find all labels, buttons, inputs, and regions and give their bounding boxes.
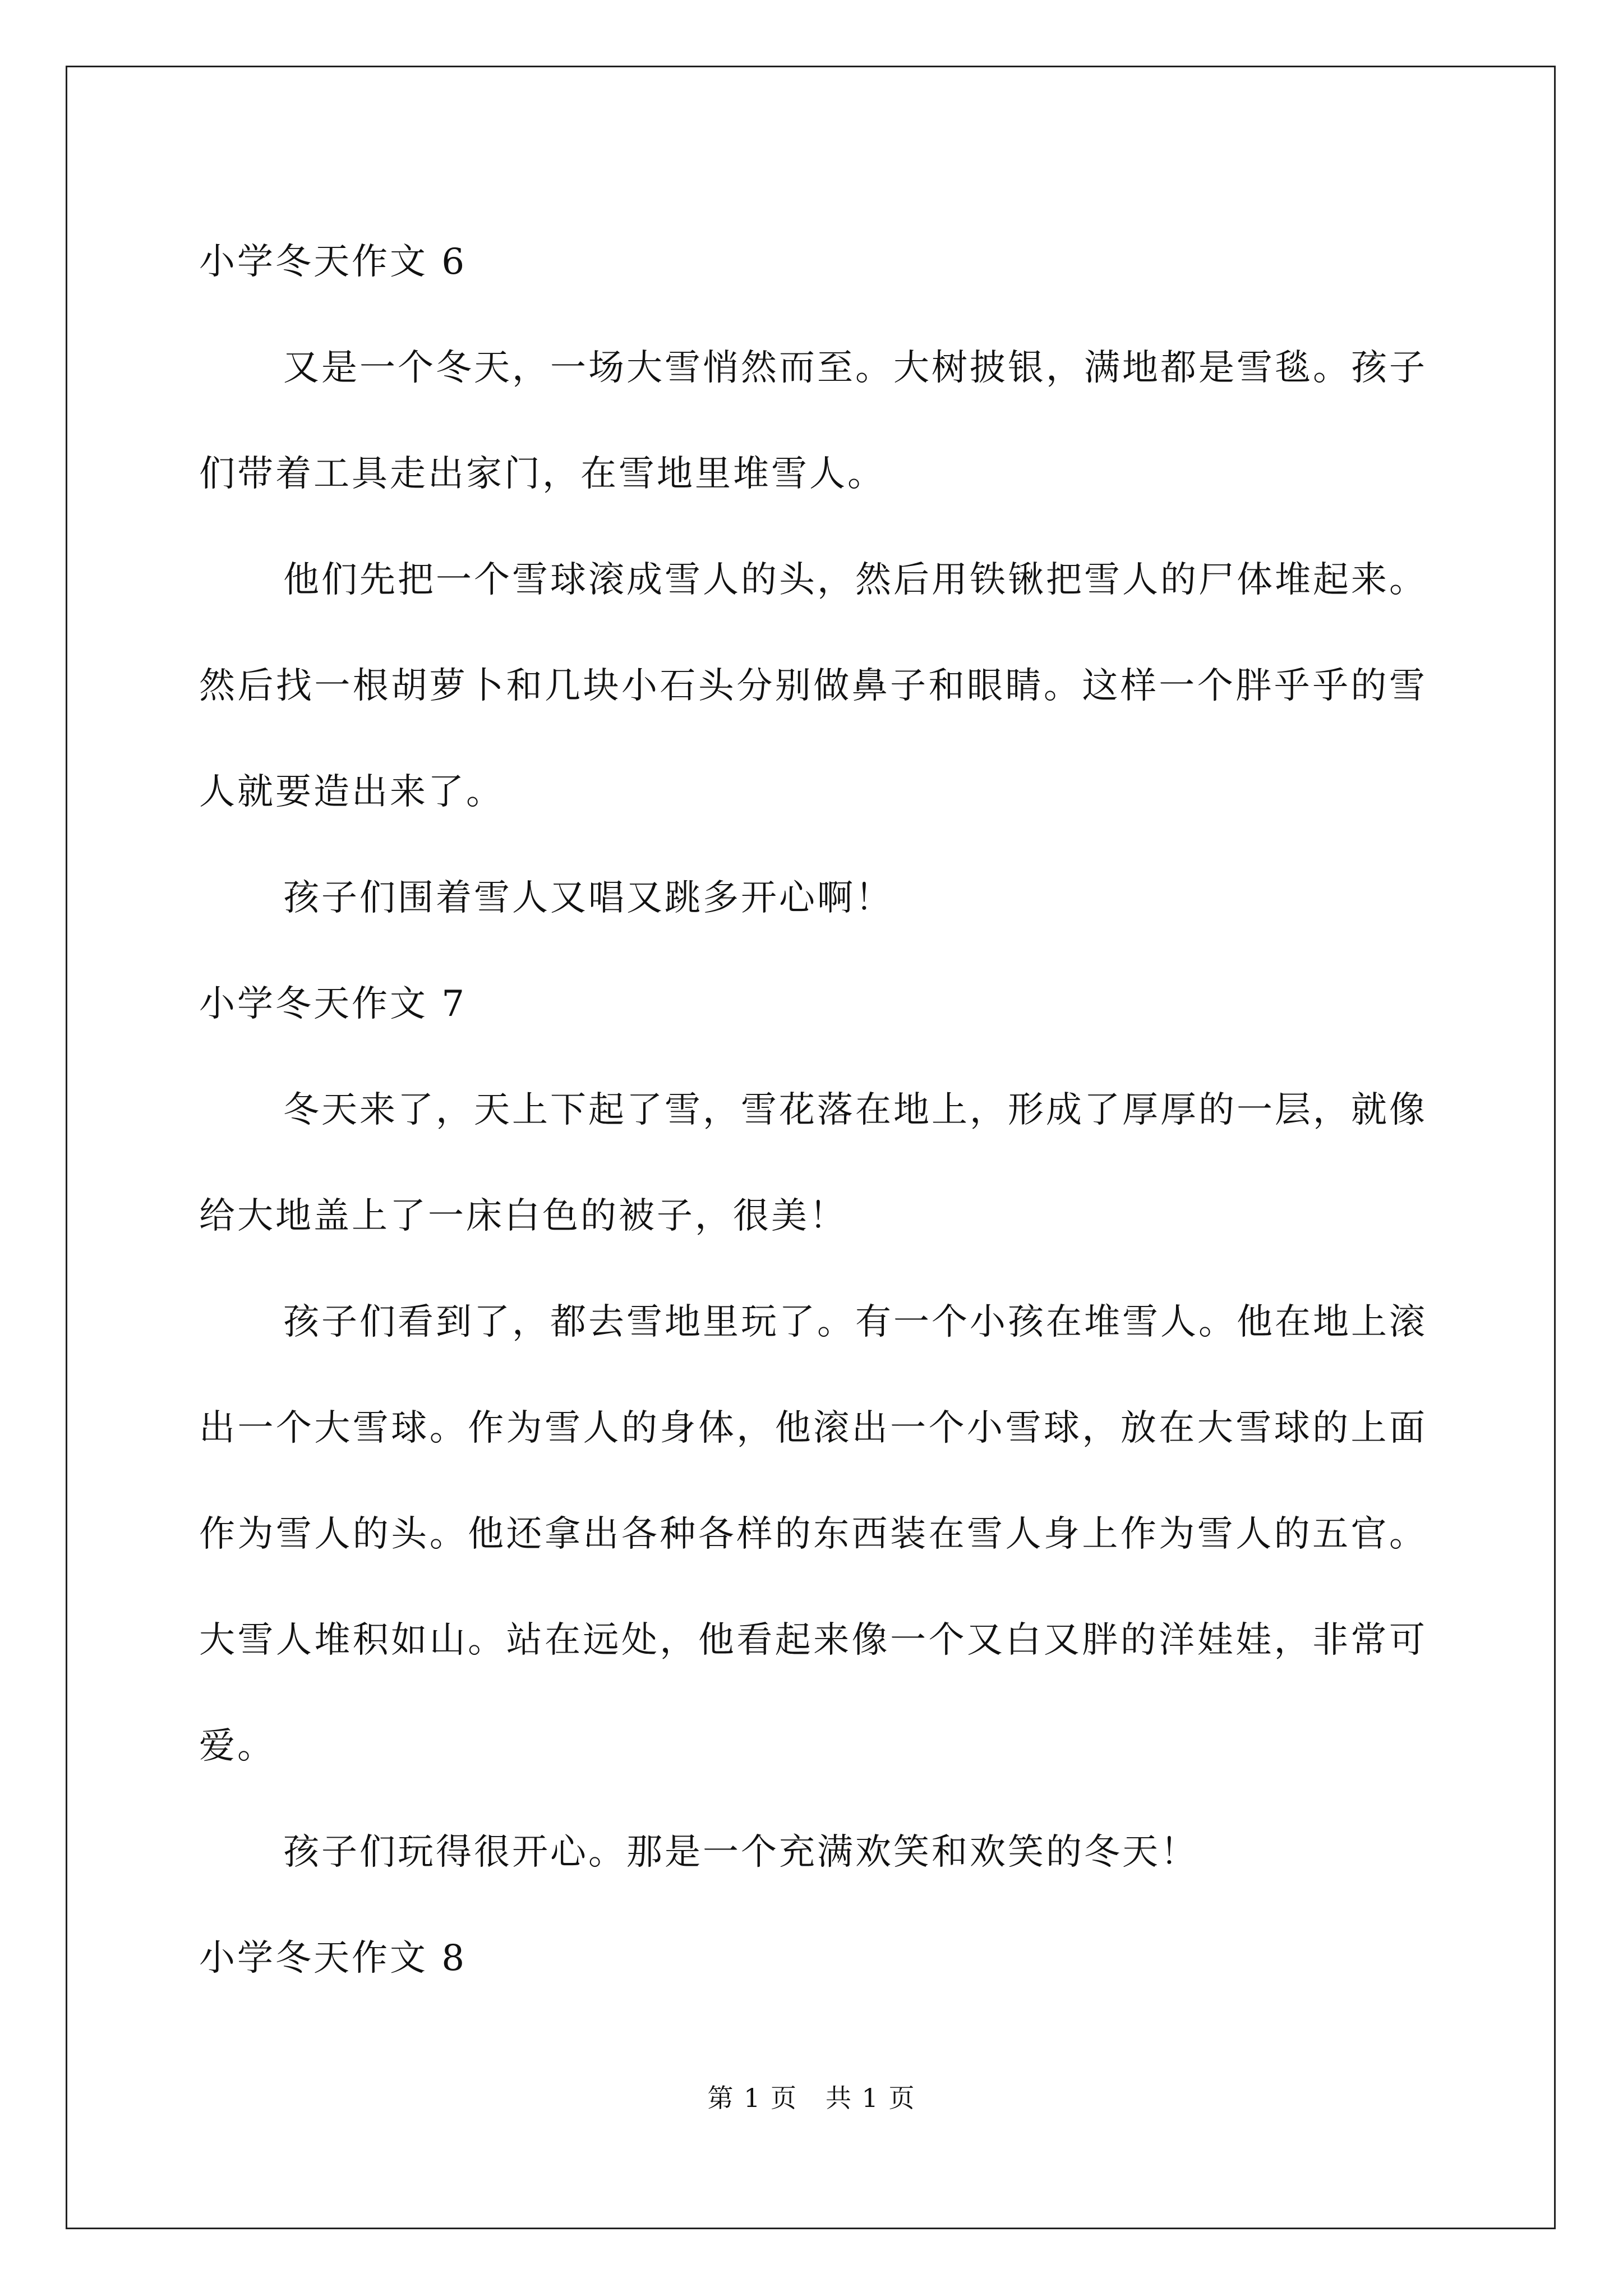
paragraph: 冬天来了，天上下起了雪，雪花落在地上，形成了厚厚的一层，就像给大地盖上了一床白色的被子，很美！ — [199, 1089, 1427, 1237]
paragraph: 又是一个冬天，一场大雪悄然而至。大树披银，满地都是雪毯。孩子们带着工具走出家门，在雪地里堆雪人。 — [199, 347, 1427, 495]
page-number: 第 1 页 — [707, 2083, 798, 2113]
paragraph: 他们先把一个雪球滚成雪人的头，然后用铁锹把雪人的尸体堆起来。然后找一根胡萝卜和几块小石头分别做鼻子和眼睛。这样一个胖乎乎的雪人就要造出来了。 — [199, 559, 1427, 813]
section-title-7: 小学冬天作文 7 — [199, 983, 467, 1025]
paragraph: 孩子们看到了，都去雪地里玩了。有一个小孩在堆雪人。他在地上滚出一个大雪球。作为雪人的身体，他滚出一个小雪球，放在大雪球的上面作为雪人的头。他还拿出各种各样的东西装在雪人身上作为雪人的五官。大雪人堆积如山。站在远处，他看起来像一个又白又胖的洋娃娃，非常可爱。 — [199, 1301, 1427, 1767]
paragraph: 孩子们玩得很开心。那是一个充满欢笑和欢笑的冬天！ — [283, 1832, 1198, 1873]
section-title-6: 小学冬天作文 6 — [199, 241, 467, 283]
page-footer — [0, 2081, 1623, 2115]
paragraph: 孩子们围着雪人又唱又跳多开心啊！ — [283, 877, 893, 919]
section-title-8: 小学冬天作文 8 — [199, 1938, 467, 1979]
document-body — [199, 209, 1427, 2012]
page-total: 共 1 页 — [825, 2083, 916, 2113]
